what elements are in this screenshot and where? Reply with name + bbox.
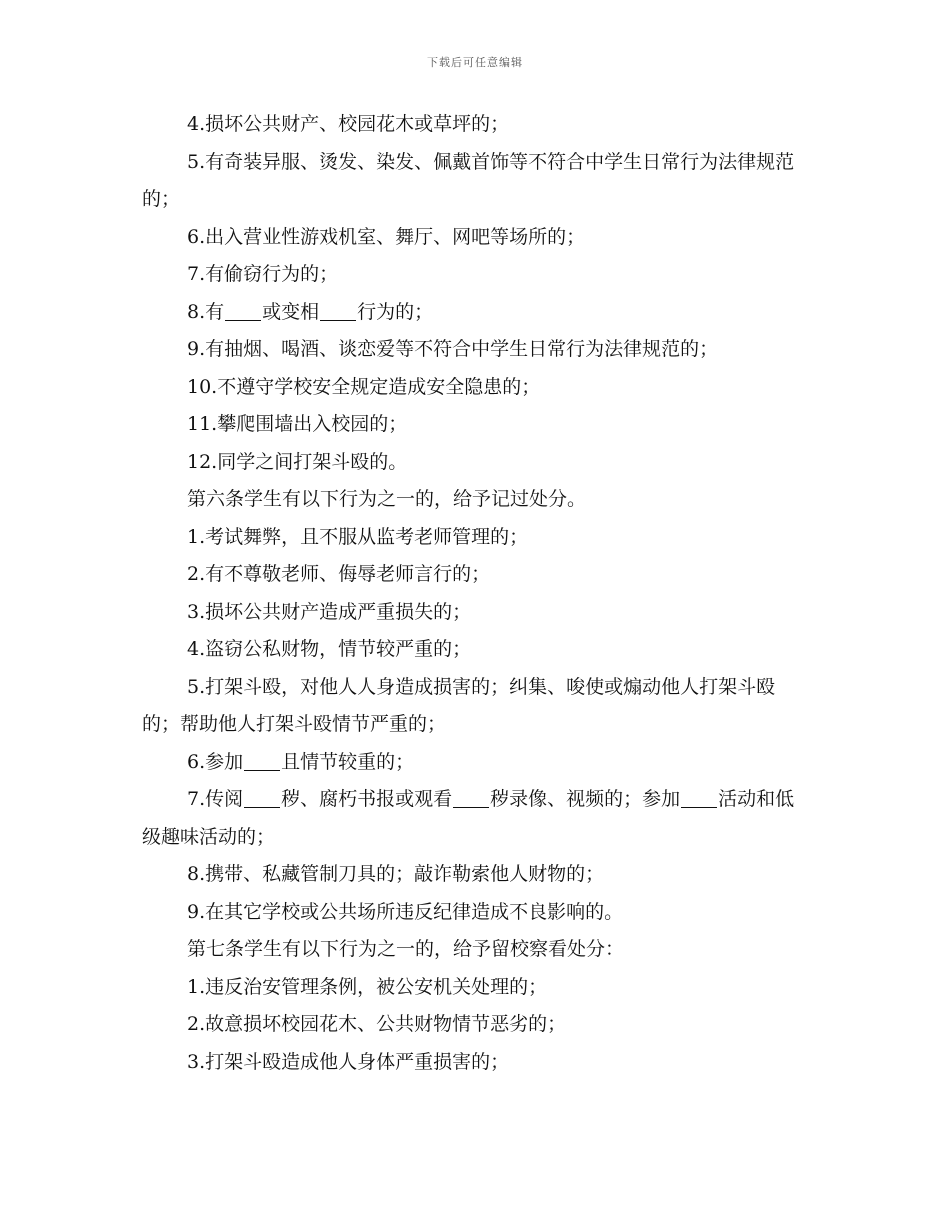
- paragraph-text: 4.盗窃公私财物，情节较严重的；: [187, 638, 472, 660]
- paragraph: [142, 1006, 812, 1044]
- paragraph-text: 或变相: [262, 300, 320, 323]
- paragraph-text: 8.携带、私藏管制刀具的；敲诈勒索他人财物的；: [187, 863, 605, 885]
- paragraph-text: 10.不遵守学校安全规定造成安全隐患的；: [187, 375, 541, 398]
- paragraph-text: 秽、腐朽书报或观看: [281, 788, 453, 810]
- paragraph-text: 7.有偷窃行为的；: [187, 263, 339, 285]
- paragraph-text: 1.违反治安管理条例，被公安机关处理的；: [187, 975, 548, 998]
- paragraph-text: 秽录像、视频的；参加: [490, 788, 681, 810]
- paragraph: [142, 744, 812, 782]
- paragraph-text: 9.在其它学校或公共场所违反纪律造成不良影响的。: [187, 900, 624, 923]
- page-header: 下载后可任意编辑: [427, 56, 523, 69]
- paragraph: [142, 631, 812, 669]
- paragraph-text: 12.同学之间打架斗殴的。: [187, 450, 408, 473]
- fill-blank-underline: [244, 750, 280, 771]
- paragraph: [142, 256, 812, 294]
- paragraph-text: 4.损坏公共财产、校园花木或草坪的；: [187, 113, 510, 135]
- paragraph: [142, 969, 812, 1007]
- paragraph-text: 6.参加: [187, 750, 244, 773]
- paragraph-text: 8.有: [187, 300, 225, 323]
- fill-blank-underline: [320, 300, 356, 321]
- paragraph: [142, 781, 812, 856]
- fill-blank-underline: [453, 787, 489, 808]
- paragraph: [142, 106, 812, 144]
- paragraph-text: 3.损坏公共财产造成严重损失的；: [187, 600, 472, 623]
- fill-blank-underline: [681, 787, 717, 808]
- paragraph-text: 第六条学生有以下行为之一的，给予记过处分。: [187, 488, 587, 510]
- paragraph-text: 2.故意损坏校园花木、公共财物情节恶劣的；: [187, 1013, 567, 1035]
- paragraph: [142, 294, 812, 332]
- paragraph-text: 7.传阅: [187, 788, 244, 810]
- paragraph: [142, 406, 812, 444]
- paragraph: [142, 519, 812, 557]
- paragraph-text: 9.有抽烟、喝酒、谈恋爱等不符合中学生日常行为法律规范的；: [187, 338, 719, 360]
- section-heading: [142, 481, 812, 519]
- paragraph: [142, 369, 812, 407]
- paragraph-text: 5.有奇装异服、烫发、染发、佩戴首饰等不符合中学生日常行为法律规范的；: [142, 150, 795, 210]
- section-heading: [142, 931, 812, 969]
- paragraph: [142, 594, 812, 632]
- paragraph-text: 活动和低级趣味活动的；: [142, 788, 795, 848]
- paragraph-text: 3.打架斗殴造成他人身体严重损害的；: [187, 1050, 510, 1073]
- paragraph-text: 第七条学生有以下行为之一的，给予留校察看处分：: [187, 938, 625, 960]
- paragraph-text: 6.出入营业性游戏机室、舞厅、网吧等场所的；: [187, 225, 586, 248]
- fill-blank-underline: [244, 787, 280, 808]
- paragraph: [142, 556, 812, 594]
- paragraph-text: 且情节较重的；: [281, 750, 415, 773]
- paragraph-text: 行为的；: [357, 300, 434, 323]
- paragraph-text: 11.攀爬围墙出入校园的；: [187, 413, 408, 435]
- paragraph: [142, 331, 812, 369]
- paragraph: [142, 1044, 812, 1082]
- paragraph-text: 5.打架斗殴，对他人人身造成损害的；纠集、唆使或煽动他人打架斗殴的；帮助他人打架斗殴情节严重的；: [142, 675, 776, 735]
- paragraph: [142, 219, 812, 257]
- document-body: [142, 106, 812, 1081]
- paragraph-text: 2.有不尊敬老师、侮辱老师言行的；: [187, 563, 491, 585]
- paragraph: [142, 444, 812, 482]
- paragraph: [142, 856, 812, 894]
- paragraph: [142, 144, 812, 219]
- fill-blank-underline: [225, 300, 261, 321]
- paragraph: [142, 894, 812, 932]
- paragraph-text: 1.考试舞弊，且不服从监考老师管理的；: [187, 525, 529, 548]
- paragraph: [142, 669, 812, 744]
